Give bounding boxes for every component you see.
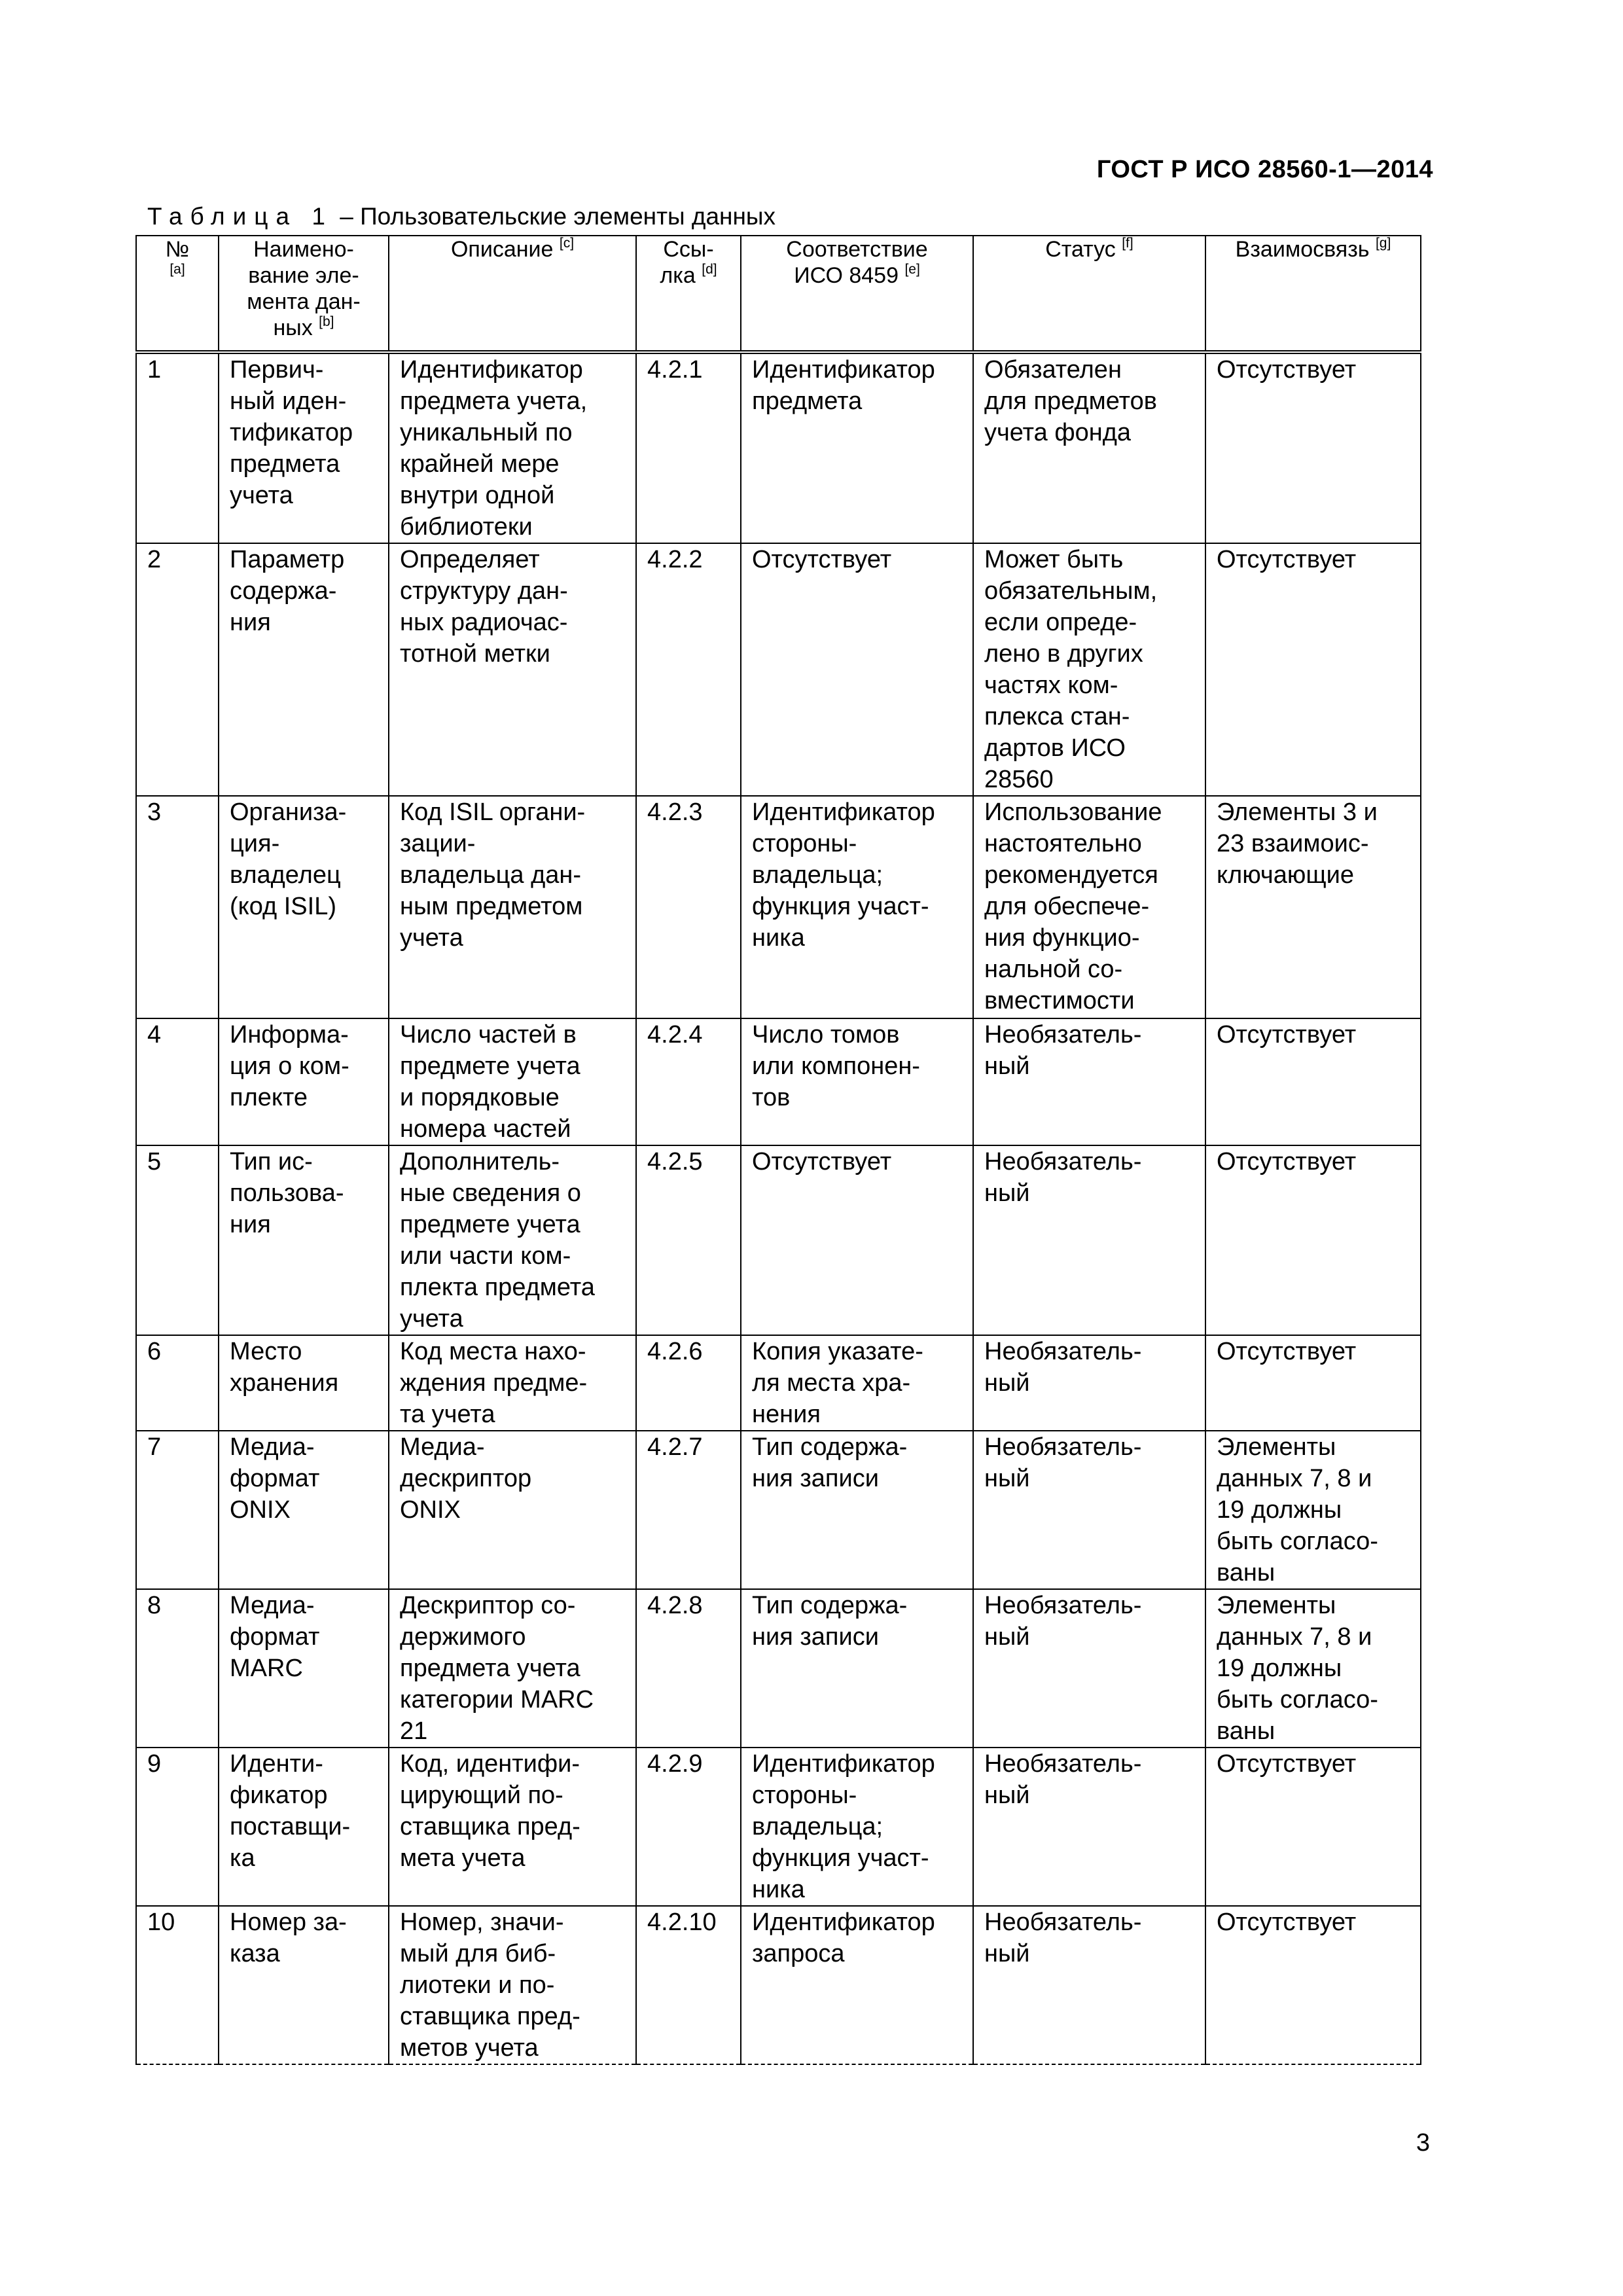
cell-description: Код, идентифи- цирующий по- ставщика пред- мета учета: [389, 1748, 636, 1906]
cell-status: Необязатель- ный: [973, 1906, 1205, 2064]
cell-description: Медиа- дескриптор ONIX: [389, 1431, 636, 1589]
cell-iso8459: Идентификатор запроса: [741, 1906, 973, 2064]
cell-reference: 4.2.6: [636, 1335, 741, 1431]
cell-status: Может быть обязательным, если опреде- лено в других частях ком- плекса стан- дартов ИСО 28560: [973, 543, 1205, 796]
cell-relation: Отсутствует: [1205, 1335, 1421, 1431]
cell-iso8459: Тип содержа- ния записи: [741, 1431, 973, 1589]
footnote-mark: [b]: [319, 314, 334, 329]
table-row: [136, 543, 1421, 796]
cell-reference: 4.2.1: [636, 352, 741, 543]
table-caption-dash: –: [340, 203, 353, 230]
cell-number: 6: [136, 1335, 219, 1431]
cell-name: Медиа- формат ONIX: [219, 1431, 389, 1589]
cell-name: Номер за- каза: [219, 1906, 389, 2064]
cell-status: Необязатель- ный: [973, 1748, 1205, 1906]
cell-reference: 4.2.2: [636, 543, 741, 796]
page-number: 3: [1416, 2129, 1430, 2157]
cell-description: Дескриптор со- держимого предмета учета категории MARC 21: [389, 1589, 636, 1748]
cell-description: Код места нахо- ждения предме- та учета: [389, 1335, 636, 1431]
standard-code: ГОСТ Р ИСО 28560-1—2014: [1096, 156, 1433, 183]
header-cell-name: Наимено- вание эле- мента дан- ных [b]: [219, 236, 389, 352]
cell-name: Медиа- формат MARC: [219, 1589, 389, 1748]
table-row: [136, 1748, 1421, 1906]
cell-status: Необязатель- ный: [973, 1335, 1205, 1431]
footnote-mark: [f]: [1122, 236, 1133, 251]
cell-name: Иденти- фикатор поставщи- ка: [219, 1748, 389, 1906]
cell-iso8459: Отсутствует: [741, 543, 973, 796]
cell-relation: Отсутствует: [1205, 1748, 1421, 1906]
cell-relation: Отсутствует: [1205, 1018, 1421, 1145]
cell-status: Необязатель- ный: [973, 1145, 1205, 1335]
cell-relation: Элементы данных 7, 8 и 19 должны быть согласо- ваны: [1205, 1589, 1421, 1748]
cell-name: Первич- ный иден- тификатор предмета учета: [219, 352, 389, 543]
cell-iso8459: Идентификатор предмета: [741, 352, 973, 543]
cell-status: Обязателен для предметов учета фонда: [973, 352, 1205, 543]
cell-iso8459: Тип содержа- ния записи: [741, 1589, 973, 1748]
cell-status: Использование настоятельно рекомендуется для обеспече- ния функцио- нальной со- вместимости: [973, 796, 1205, 1018]
cell-iso8459: Идентификатор стороны- владельца; функция участ- ника: [741, 1748, 973, 1906]
cell-reference: 4.2.9: [636, 1748, 741, 1906]
header-cell-number: № [a]: [136, 236, 219, 352]
header-cell-reference: Ссы- лка [d]: [636, 236, 741, 352]
table-row: [136, 1589, 1421, 1748]
table-caption-title: Пользовательские элементы данных: [360, 203, 776, 230]
cell-name: Информа- ция о ком- плекте: [219, 1018, 389, 1145]
cell-reference: 4.2.4: [636, 1018, 741, 1145]
cell-description: Определяет структуру дан- ных радиочас- тотной метки: [389, 543, 636, 796]
cell-number: 3: [136, 796, 219, 1018]
header-cell-description: Описание [c]: [389, 236, 636, 352]
cell-number: 1: [136, 352, 219, 543]
cell-description: Код ISIL органи- зации- владельца дан- ным предметом учета: [389, 796, 636, 1018]
table-row: [136, 352, 1421, 543]
cell-iso8459: Копия указате- ля места хра- нения: [741, 1335, 973, 1431]
cell-name: Организа- ция- владелец (код ISIL): [219, 796, 389, 1018]
footnote-mark: [e]: [904, 262, 920, 277]
cell-number: 9: [136, 1748, 219, 1906]
cell-description: Число частей в предмете учета и порядковые номера частей: [389, 1018, 636, 1145]
cell-description: Номер, значи- мый для биб- лиотеки и по- ставщика пред- метов учета: [389, 1906, 636, 2064]
cell-reference: 4.2.5: [636, 1145, 741, 1335]
table-row: [136, 796, 1421, 1018]
cell-reference: 4.2.10: [636, 1906, 741, 2064]
table-row: [136, 1431, 1421, 1589]
table-row: [136, 1906, 1421, 2064]
table-row: [136, 1145, 1421, 1335]
cell-name: Параметр содержа- ния: [219, 543, 389, 796]
footnote-mark: [g]: [1375, 236, 1391, 251]
footnote-mark: [d]: [702, 262, 717, 277]
cell-iso8459: Число томов или компонен- тов: [741, 1018, 973, 1145]
cell-relation: Отсутствует: [1205, 543, 1421, 796]
cell-description: Дополнитель- ные сведения о предмете учета или части ком- плекта предмета учета: [389, 1145, 636, 1335]
data-elements-table: [135, 235, 1421, 2065]
cell-status: Необязатель- ный: [973, 1589, 1205, 1748]
header-cell-iso8459: Соответствие ИСО 8459 [e]: [741, 236, 973, 352]
cell-number: 10: [136, 1906, 219, 2064]
cell-iso8459: Отсутствует: [741, 1145, 973, 1335]
cell-number: 7: [136, 1431, 219, 1589]
cell-relation: Отсутствует: [1205, 1906, 1421, 2064]
cell-status: Необязатель- ный: [973, 1018, 1205, 1145]
cell-number: 4: [136, 1018, 219, 1145]
cell-number: 5: [136, 1145, 219, 1335]
cell-name: Место хранения: [219, 1335, 389, 1431]
cell-reference: 4.2.3: [636, 796, 741, 1018]
table-row: [136, 1335, 1421, 1431]
table-header-row: [136, 236, 1421, 352]
cell-relation: Отсутствует: [1205, 1145, 1421, 1335]
cell-relation: Элементы данных 7, 8 и 19 должны быть согласо- ваны: [1205, 1431, 1421, 1589]
cell-description: Идентификатор предмета учета, уникальный по крайней мере внутри одной библиотеки: [389, 352, 636, 543]
table-caption-label: Таблица 1: [147, 203, 333, 230]
footnote-mark: [a]: [169, 262, 185, 277]
cell-number: 8: [136, 1589, 219, 1748]
cell-reference: 4.2.7: [636, 1431, 741, 1589]
cell-relation: Элементы 3 и 23 взаимоис- ключающие: [1205, 796, 1421, 1018]
cell-name: Тип ис- пользова- ния: [219, 1145, 389, 1335]
header-cell-relation: Взаимосвязь [g]: [1205, 236, 1421, 352]
cell-number: 2: [136, 543, 219, 796]
cell-reference: 4.2.8: [636, 1589, 741, 1748]
cell-status: Необязатель- ный: [973, 1431, 1205, 1589]
table-row: [136, 1018, 1421, 1145]
cell-iso8459: Идентификатор стороны- владельца; функция участ- ника: [741, 796, 973, 1018]
table-caption: [147, 203, 776, 230]
cell-relation: Отсутствует: [1205, 352, 1421, 543]
footnote-mark: [c]: [559, 236, 575, 251]
header-cell-status: Статус [f]: [973, 236, 1205, 352]
